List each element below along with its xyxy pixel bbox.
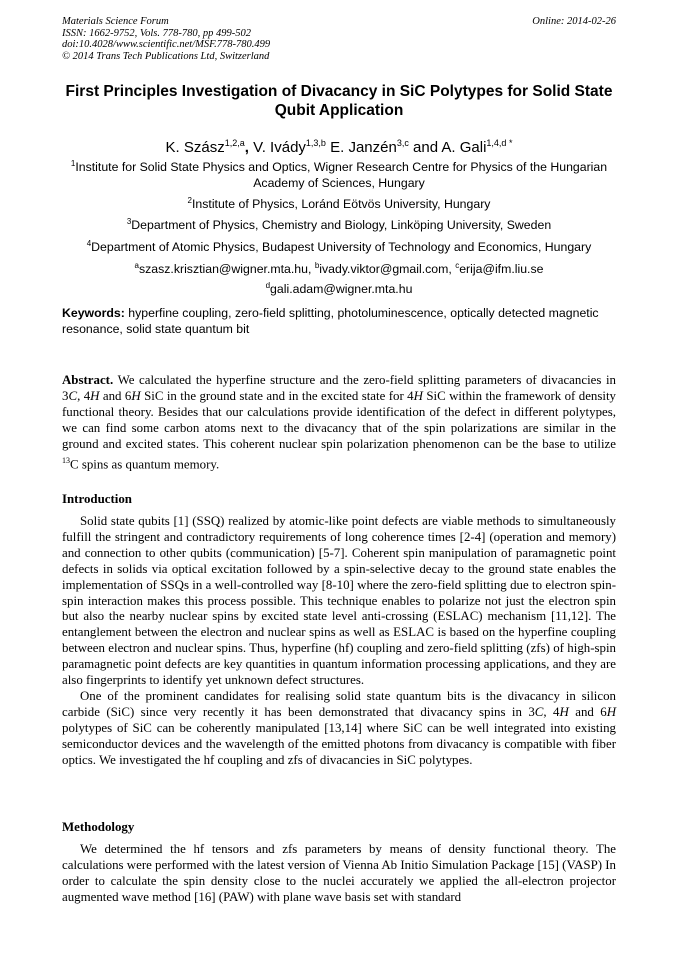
- author-name: V. Ivády: [253, 139, 306, 156]
- section-heading: Methodology: [62, 820, 135, 834]
- abstract: Abstract. We calculated the hyperfine structure and the zero-field splitting parameters of divacancies in 3C, 4H and 6H SiC in the ground state and in the excited state for 4H SiC within the framework of density functional theory. Besides that our calculations provide identification of the defect in different polytypes, we can find some carbon atoms next to the divacancy that of the spin polarizations are similar in the ground and excited states. This coherent nuclear spin polarization phenomenon can be the base to utilize $^{13}$C spins as quantum memory.: [62, 373, 616, 471]
- paragraph: Solid state qubits [1] (SSQ) realized by atomic-like point defects are viable methods to simultaneously fulfill the stringent and contradictory requirements of long coherence times [2-4] (operation and memory) and connection to other qubits (communication) [5-7]. Coherent spin manipulation of paramagnetic point defects in solids via optical excitation followed by a spin-selective decay to the ground state enables the implementation of SSQs in a well-controlled way [8-10] where the zero-field splitting due to electron spin-spin interaction makes this process possible. This technique enables to polarize not just the electron spin but also the nearby nuclear spins by excited state level anti-crossing (ESLAC) mechanism [11,12]. The entanglement between the electron and nuclear spins as well as ESLAC is based on the hyperfine coupling between electron and nuclear spins. Thus, hyperfine (hf) coupling and zero-field splitting (zfs) of high-spin paramagnetic point defects are key quantities in quantum information processing applications, and they are also fingerprints to identify yet unknown defect structures.: [62, 514, 616, 688]
- author-sup: 1,3,b: [305, 138, 326, 148]
- author-sup: 3,c: [396, 138, 409, 148]
- journal-name: Materials Science Forum: [62, 16, 169, 27]
- email-list: $^a$szasz.krisztian@wigner.mta.hu, $^b$ivady.viktor@gmail.com, $^c$erija@ifm.liu.se $^d$gali.adam@wigner.mta.hu: [134, 261, 544, 296]
- author-name: A. Gali: [441, 139, 487, 156]
- doi: doi:10.4028/www.scientific.net/MSF.778-780.499: [62, 39, 271, 50]
- journal-header: [62, 16, 616, 62]
- introduction-body: [62, 514, 616, 769]
- copyright: © 2014 Trans Tech Publications Ltd, Switzerland: [62, 50, 270, 62]
- email-link[interactable]: ivady.viktor@gmail.com,: [319, 262, 452, 277]
- author-name: K. Szász: [165, 139, 225, 156]
- email-link[interactable]: gali.adam@wigner.mta.hu: [270, 281, 413, 296]
- affiliation-1: $^1$Institute for Solid State Physics and Optics, Wigner Research Centre for Physics of the Hungarian Academy of Sciences, Hungary: [70, 159, 608, 190]
- abstract-label: Abstract.: [62, 373, 114, 387]
- email-link[interactable]: szasz.krisztian@wigner.mta.hu,: [138, 262, 312, 277]
- issn: ISSN: 1662-9752, Vols. 778-780, pp 499-502: [62, 27, 251, 39]
- keywords-text: hyperfine coupling, zero-field splitting, photoluminescence, optically detected magnetic resonance, solid state quantum bit: [62, 306, 599, 336]
- online-date: Online: 2014-02-26: [532, 16, 616, 27]
- author-name: E. Janzén: [330, 139, 397, 156]
- author-sup: 1,2,a: [224, 138, 245, 148]
- paper-title: First Principles Investigation of Divacancy in SiC Polytypes for Solid State Qubit Application: [65, 83, 613, 119]
- paragraph: We determined the hf tensors and zfs parameters by means of density functional theory. The calculations were performed with the latest version of Vienna Ab Initio Simulation Package [15] (VASP) In order to calculate the spin density close to the nuclei accurately we applied the all-electron projector augmented wave method [16] (PAW) with plane wave basis set with standard: [62, 842, 616, 904]
- keywords: [62, 306, 616, 337]
- keywords-label: Keywords:: [62, 306, 125, 320]
- section-heading: Introduction: [62, 492, 132, 506]
- paragraph: One of the prominent candidates for realising solid state quantum bits is the divacancy in silicon carbide (SiC) since very recently it has been demonstrated that divacancy spins in 3C, 4H and 6H polytypes of SiC can be coherently manipulated [13,14] where SiC can be well integrated into existing semiconductor devices and the wavelength of the emitted photons from divacancy is compatible with fiber optics. We investigated the hf coupling and zfs of divacancies in SiC polytypes.: [62, 688, 617, 767]
- author-list: K. Szász$^{1,2,a}$, V. Ivády$^{1,3,b}$ E. Janzén$^{3,c}$ and A. Gali$^{1,4,d *}$: [165, 138, 513, 156]
- affiliation-4: $^4$Department of Atomic Physics, Budapest University of Technology and Economics, Hungary: [86, 239, 592, 255]
- email-link[interactable]: erija@ifm.liu.se: [459, 262, 544, 277]
- affiliation-3: $^3$Department of Physics, Chemistry and Biology, Linköping University, Sweden: [126, 217, 552, 233]
- methodology-body: [62, 842, 616, 906]
- affiliation-2: $^2$Institute of Physics, Loránd Eötvös University, Hungary: [187, 196, 491, 212]
- author-sup: 1,4,d *: [486, 138, 513, 148]
